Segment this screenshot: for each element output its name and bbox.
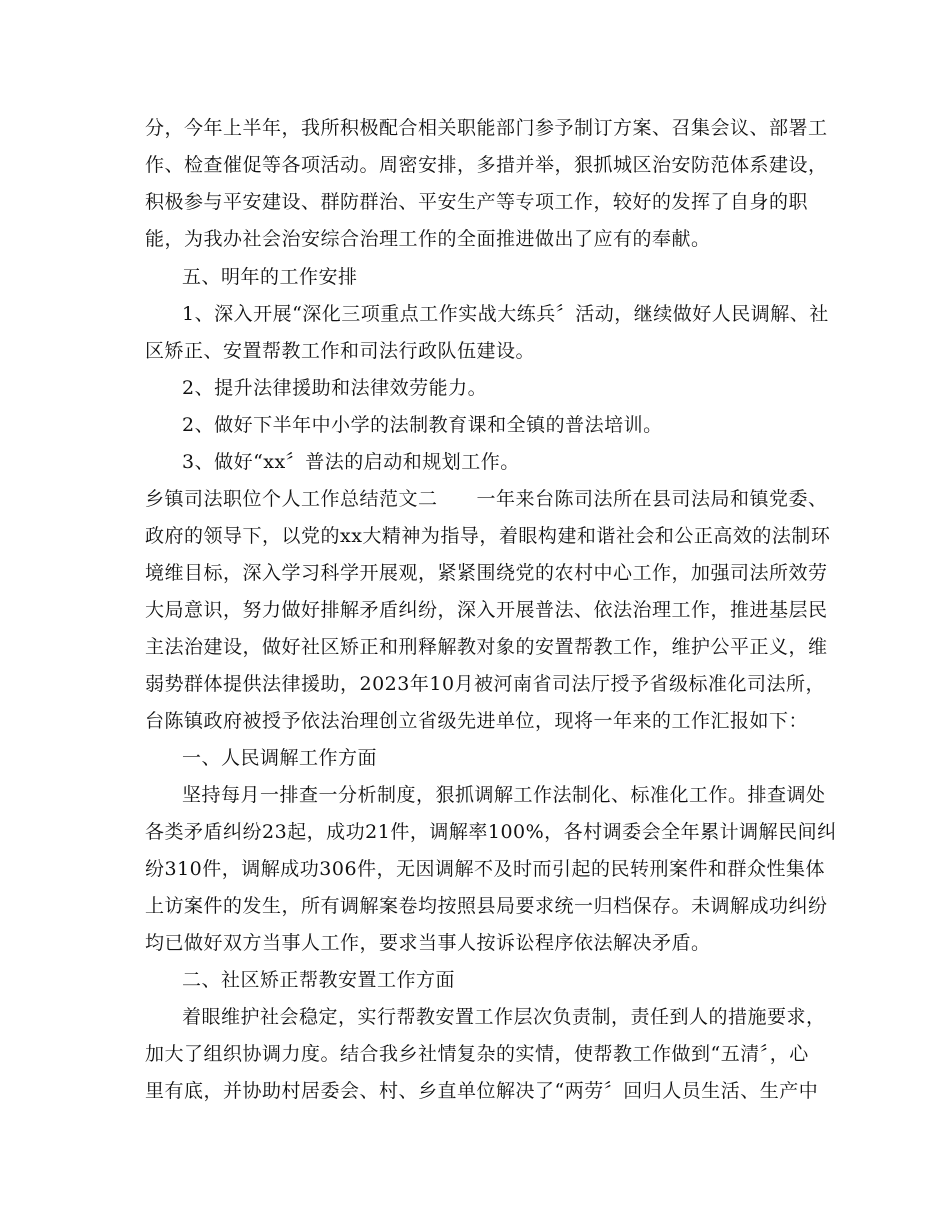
list-item: 2、做好下半年中小学的法制教育课和全镇的普法培训。: [182, 414, 663, 436]
text-line: 1、深入开展“深化三项重点工作实战大练兵〞活动，继续做好人民调解、社: [182, 303, 829, 325]
text-line: 主法治建设，做好社区矫正和刑释解教对象的安置帮教工作，维护公平正义，维: [145, 636, 828, 658]
text-line: 坚持每月一排查一分析制度，狠抓调解工作法制化、标准化工作。排查调处: [182, 784, 826, 806]
text-line: 积极参与平安建设、群防群治、平安生产等专项工作，较好的发挥了自身的职: [145, 191, 809, 213]
text-line: 境维目标，深入学习科学开展观，紧紧围绕党的农村中心工作，加强司法所效劳: [145, 562, 828, 584]
section-heading: 二、社区矫正帮教安置工作方面: [182, 969, 456, 991]
text-line: 着眼维护社会稳定，实行帮教安置工作层次负责制，责任到人的措施要求，: [182, 1006, 826, 1028]
text-line: 台陈镇政府被授予依法治理创立省级先进单位，现将一年来的工作汇报如下：: [145, 710, 809, 732]
text-line: 政府的领导下，以党的xx大精神为指导，着眼构建和谐社会和公正高效的法制环: [145, 525, 831, 547]
section-heading: 一、人民调解工作方面: [182, 747, 378, 769]
text-line: 分，今年上半年，我所积极配合相关职能部门参予制订方案、召集会议、部署工: [145, 117, 828, 139]
list-item: 3、做好“xx〞普法的启动和规划工作。: [182, 451, 520, 473]
text-line: 作、检查催促等各项活动。周密安排，多措并举，狠抓城区治安防范体系建设，: [145, 154, 828, 176]
text-line: 加大了组织协调力度。结合我乡社情复杂的实情，使帮教工作做到“五清〞，心: [145, 1043, 809, 1065]
text-line: 区矫正、安置帮教工作和司法行政队伍建设。: [145, 340, 536, 362]
document-title-line: 乡镇司法职位个人工作总结范文二 一年来台陈司法所在县司法局和镇党委、: [145, 488, 828, 510]
text-line: 大局意识，努力做好排解矛盾纠纷，深入开展普法、依法治理工作，推进基层民: [145, 599, 828, 621]
text-line: 上访案件的发生，所有调解案卷均按照县局要求统一归档保存。未调解成功纠纷: [145, 895, 828, 917]
section-heading: 五、明年的工作安排: [182, 266, 358, 288]
text-line: 弱势群体提供法律援助，2023年10月被河南省司法厅授予省级标准化司法所，: [145, 673, 826, 695]
list-item: 2、提升法律援助和法律效劳能力。: [182, 377, 488, 399]
text-line: 各类矛盾纠纷23起，成功21件，调解率100%，各村调委会全年累计调解民间纠: [145, 821, 837, 843]
text-line: 能，为我办社会治安综合治理工作的全面推进做出了应有的奉献。: [145, 228, 711, 250]
text-line: 里有底，并协助村居委会、村、乡直单位解决了“两劳〞回归人员生活、生产中: [145, 1080, 819, 1102]
text-line: 均已做好双方当事人工作，要求当事人按诉讼程序依法解决矛盾。: [145, 932, 711, 954]
text-line: 纷310件，调解成功306件，无因调解不及时而引起的民转刑案件和群众性集体: [145, 858, 826, 880]
